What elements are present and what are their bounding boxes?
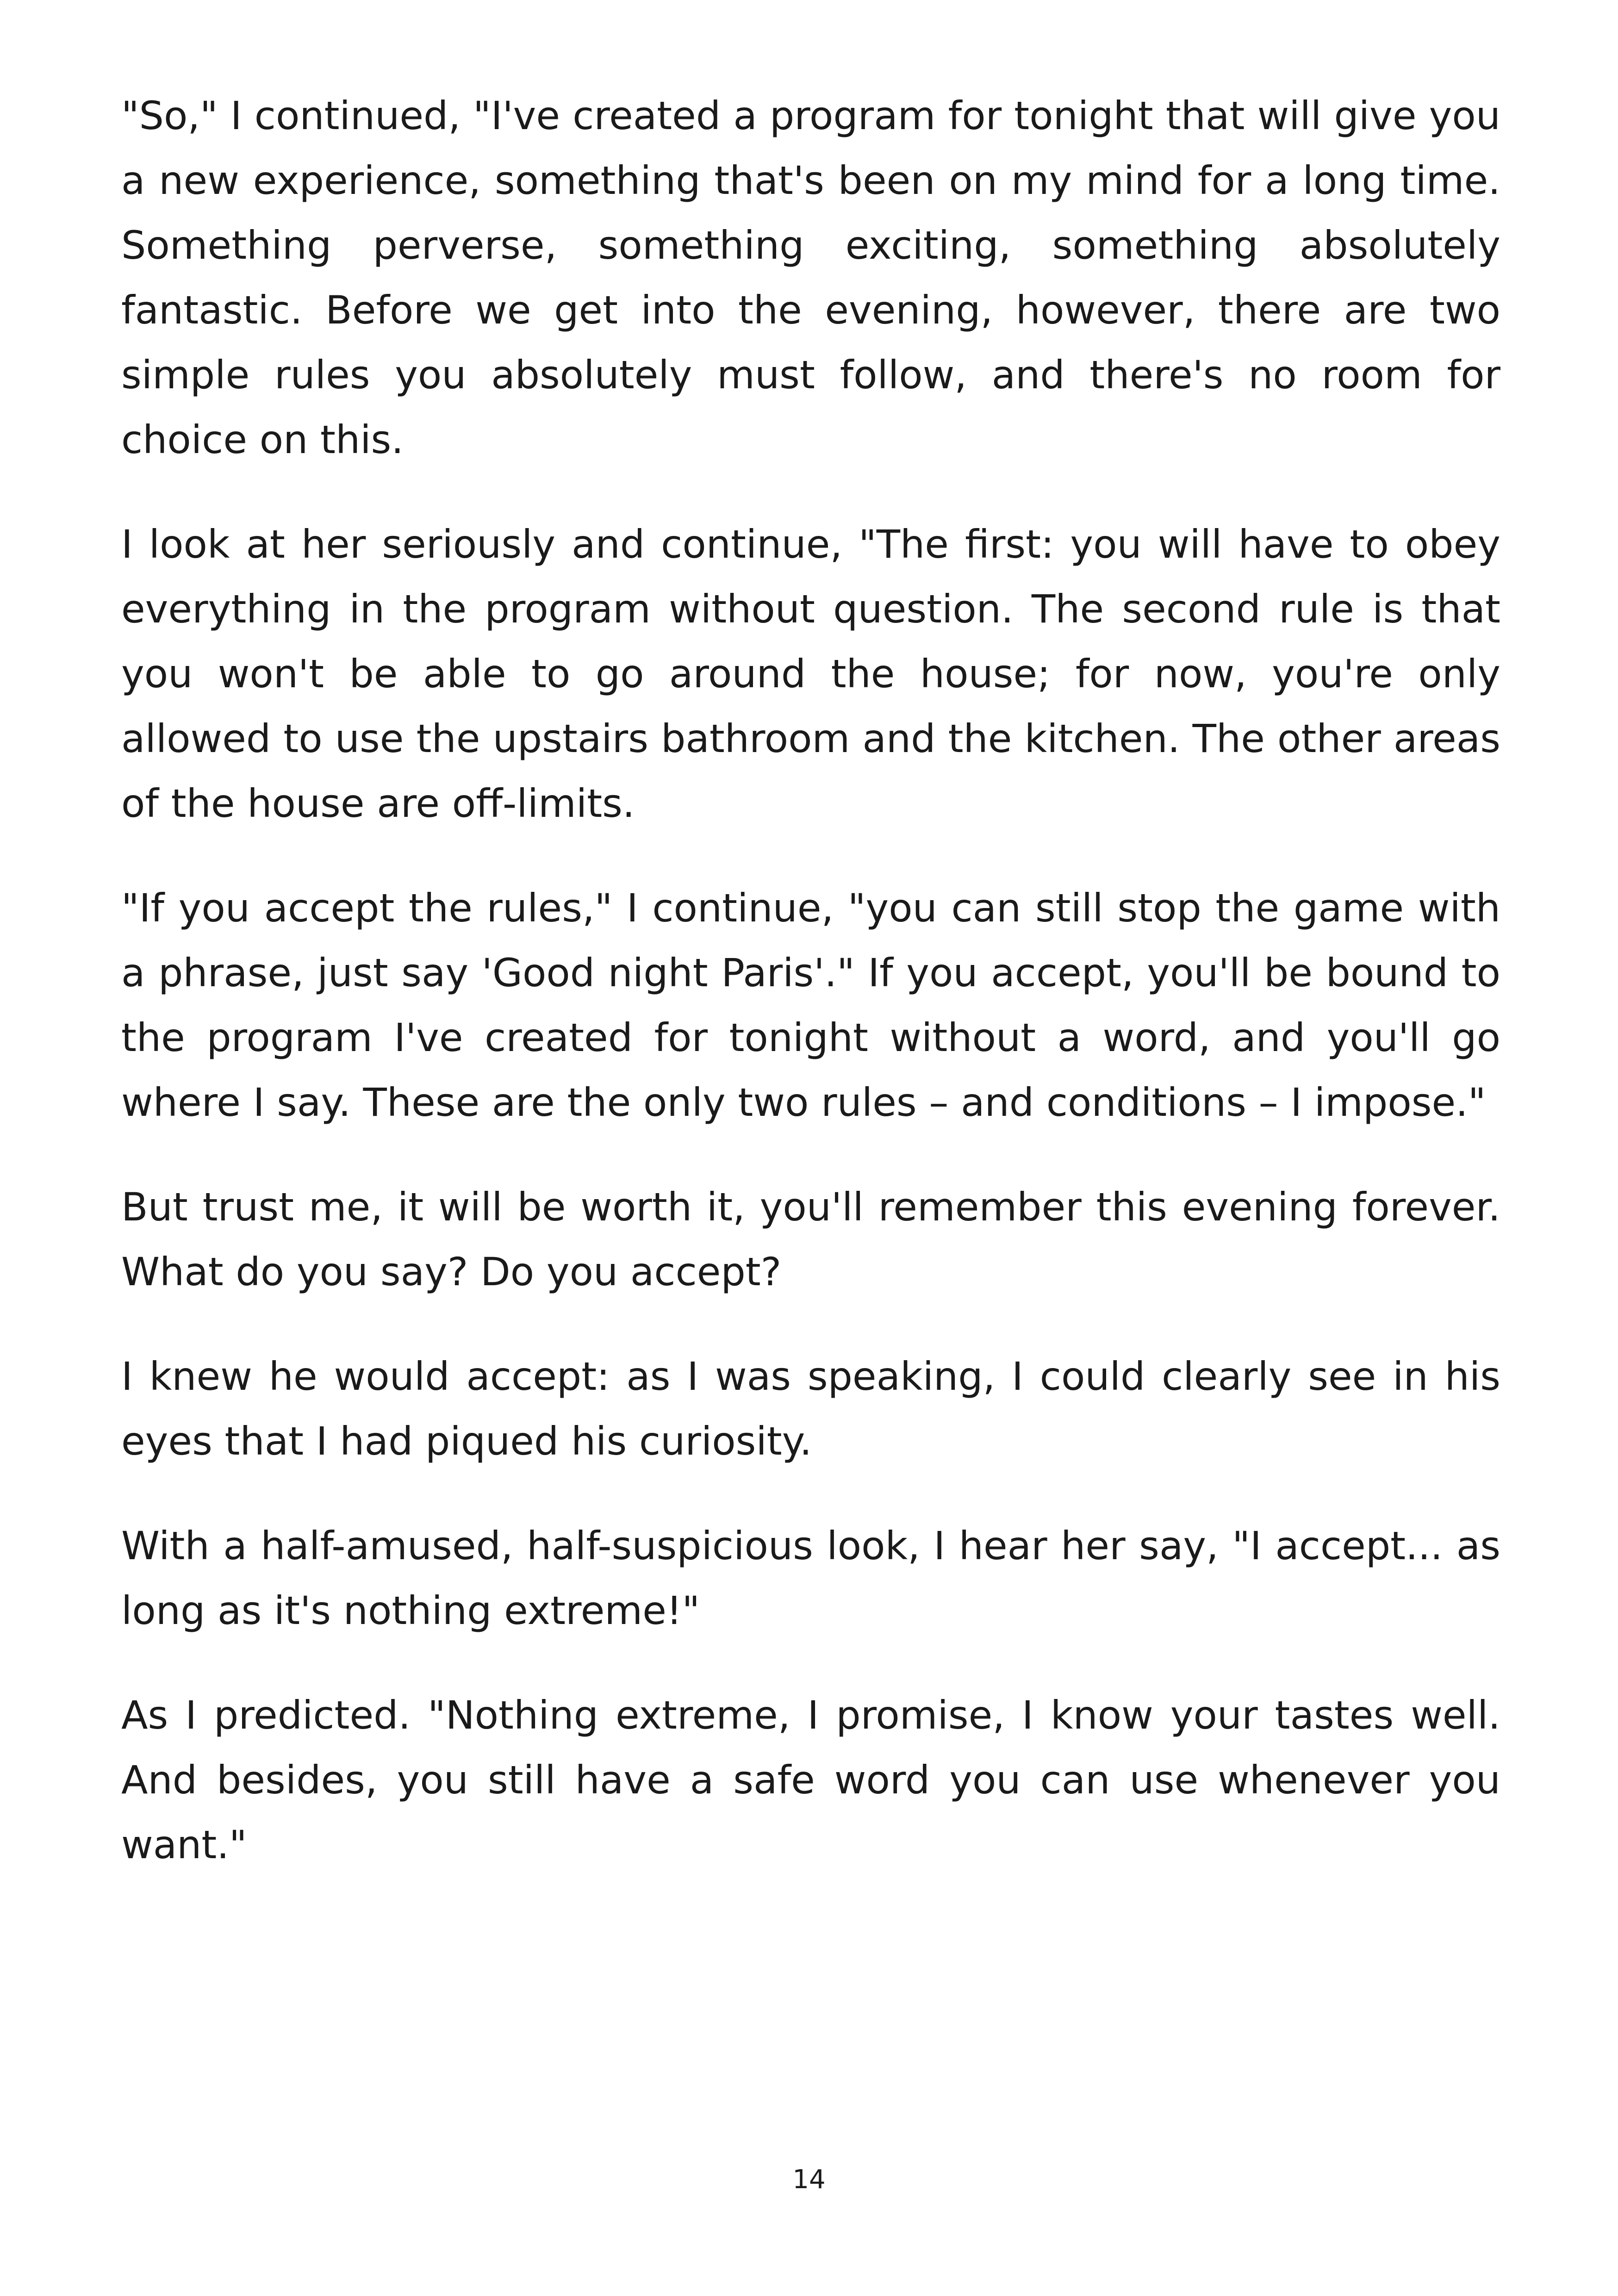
body-text	[121, 83, 1500, 1917]
paragraph-7: As I predicted. "Nothing extreme, I promise, I know your tastes well. And besides, you still have a safe word you can use whenever you want."	[121, 1692, 1500, 1867]
paragraph-4: But trust me, it will be worth it, you'll remember this evening forever. What do you say? Do you accept?	[121, 1184, 1500, 1294]
page-number: 14	[792, 2165, 826, 2195]
paragraph-1: "So," I continued, "I've created a program for tonight that will give you a new experience, something that's been on my mind for a long time. Something perverse, something exciting, something absolutely fantastic. Before we get into the evening, however, there are two simple rules you absolutely must follow, and there's no room for choice on this.	[121, 93, 1500, 462]
paragraph-5: I knew he would accept: as I was speaking, I could clearly see in his eyes that I had piqued his curiosity.	[121, 1354, 1500, 1464]
paragraph-3: "If you accept the rules," I continue, "you can still stop the game with a phrase, just say 'Good night Paris'." If you accept, you'll be bound to the program I've created for tonight without a word, and you'll go where I say. These are the only two rules – and conditions – I impose."	[121, 885, 1500, 1125]
paragraph-6: With a half-amused, half-suspicious look, I hear her say, "I accept... as long as it's nothing extreme!"	[121, 1523, 1500, 1633]
paragraph-2: I look at her seriously and continue, "The first: you will have to obey everything in the program without question. The second rule is that you won't be able to go around the house; for now, you're only allowed to use the upstairs bathroom and the kitchen. The other areas of the house are off-limits.	[121, 522, 1500, 826]
